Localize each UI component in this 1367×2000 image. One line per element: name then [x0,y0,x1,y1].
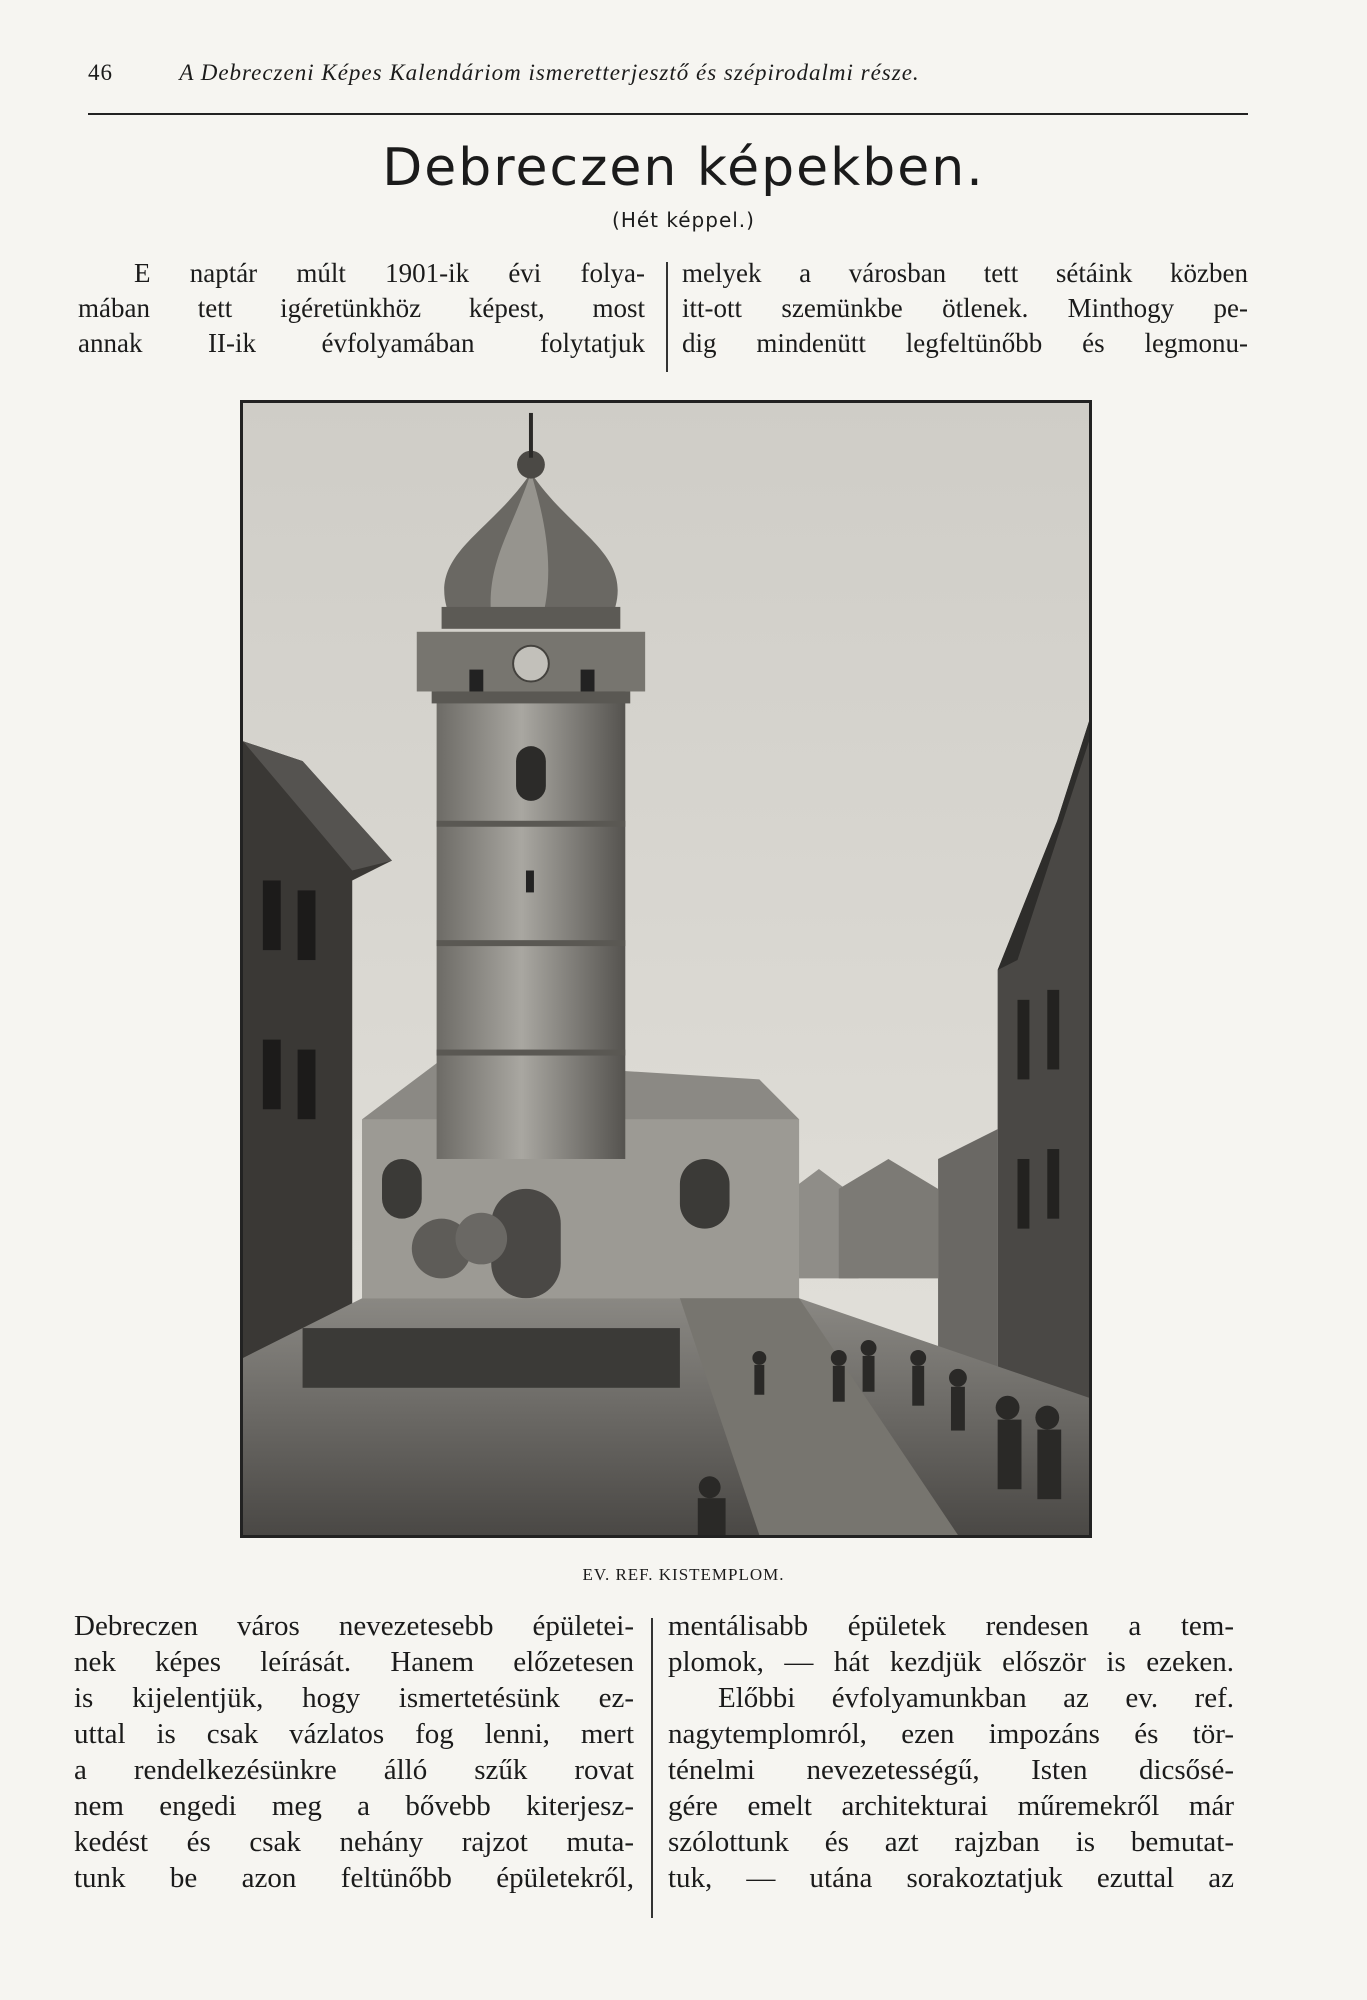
running-head [88,60,1248,86]
text-line: E naptár múlt 1901-ik évi folya- [134,258,645,288]
text-line: a rendelkezésünkre álló szűk rovat [74,1754,634,1786]
text-line: nagytemplomról, ezen impozáns és tör- [668,1718,1234,1750]
text-line: melyek a városban tett sétáink közben [682,258,1248,288]
column-divider [666,262,668,372]
text-line: uttal is csak vázlatos fog lenni, mert [74,1718,634,1750]
article-title: Debreczen képekben. [382,138,985,198]
body-left-column [74,1608,634,1896]
intro-right-column [682,256,1248,361]
church-illustration [243,403,1089,1535]
body-right-column [668,1608,1234,1896]
text-line: plomok, — hát kezdjük először is ezeken. [668,1646,1234,1678]
figure-caption: EV. REF. KISTEMPLOM. [582,1565,785,1584]
text-line: annak II-ik évfolyamában folytatjuk [78,328,645,358]
text-line: itt-ott szemünkbe ötlenek. Minthogy pe- [682,293,1248,323]
running-head-text: A Debreczeni Képes Kalendáriom ismeretterjesztő és szépirodalmi része. [179,60,920,85]
text-line: tuk, — utána sorakoztatjuk ezuttal az [668,1862,1234,1894]
text-line: mában tett igéretünkhöz képest, most [78,293,645,323]
text-line: mentálisabb épületek rendesen a tem- [668,1610,1234,1642]
text-line: szólottunk és azt rajzban is bemutat- [668,1826,1234,1858]
column-divider [651,1618,653,1918]
header-rule [88,113,1248,115]
text-line: dig mindenütt legfeltünőbb és legmonu- [682,328,1248,358]
text-line: nek képes leírását. Hanem előzetesen [74,1646,634,1678]
page-number: 46 [88,60,113,85]
text-line: Debreczen város nevezetesebb épületei- [74,1610,634,1642]
church-photograph [240,400,1092,1538]
text-line: tunk be azon feltünőbb épületekről, [74,1862,634,1894]
text-line: is kijelentjük, hogy ismertetésünk ez- [74,1682,634,1714]
text-line: kedést és csak nehány rajzot muta- [74,1826,634,1858]
text-line: gére emelt architekturai műremekről már [668,1790,1234,1822]
article-subtitle: (Hét képpel.) [612,208,755,232]
intro-left-column [78,256,645,361]
text-line: ténelmi nevezetességű, Isten dicsősé- [668,1754,1234,1786]
text-line: nem engedi meg a bővebb kiterjesz- [74,1790,634,1822]
text-line: Előbbi évfolyamunkban az ev. ref. [718,1682,1234,1714]
